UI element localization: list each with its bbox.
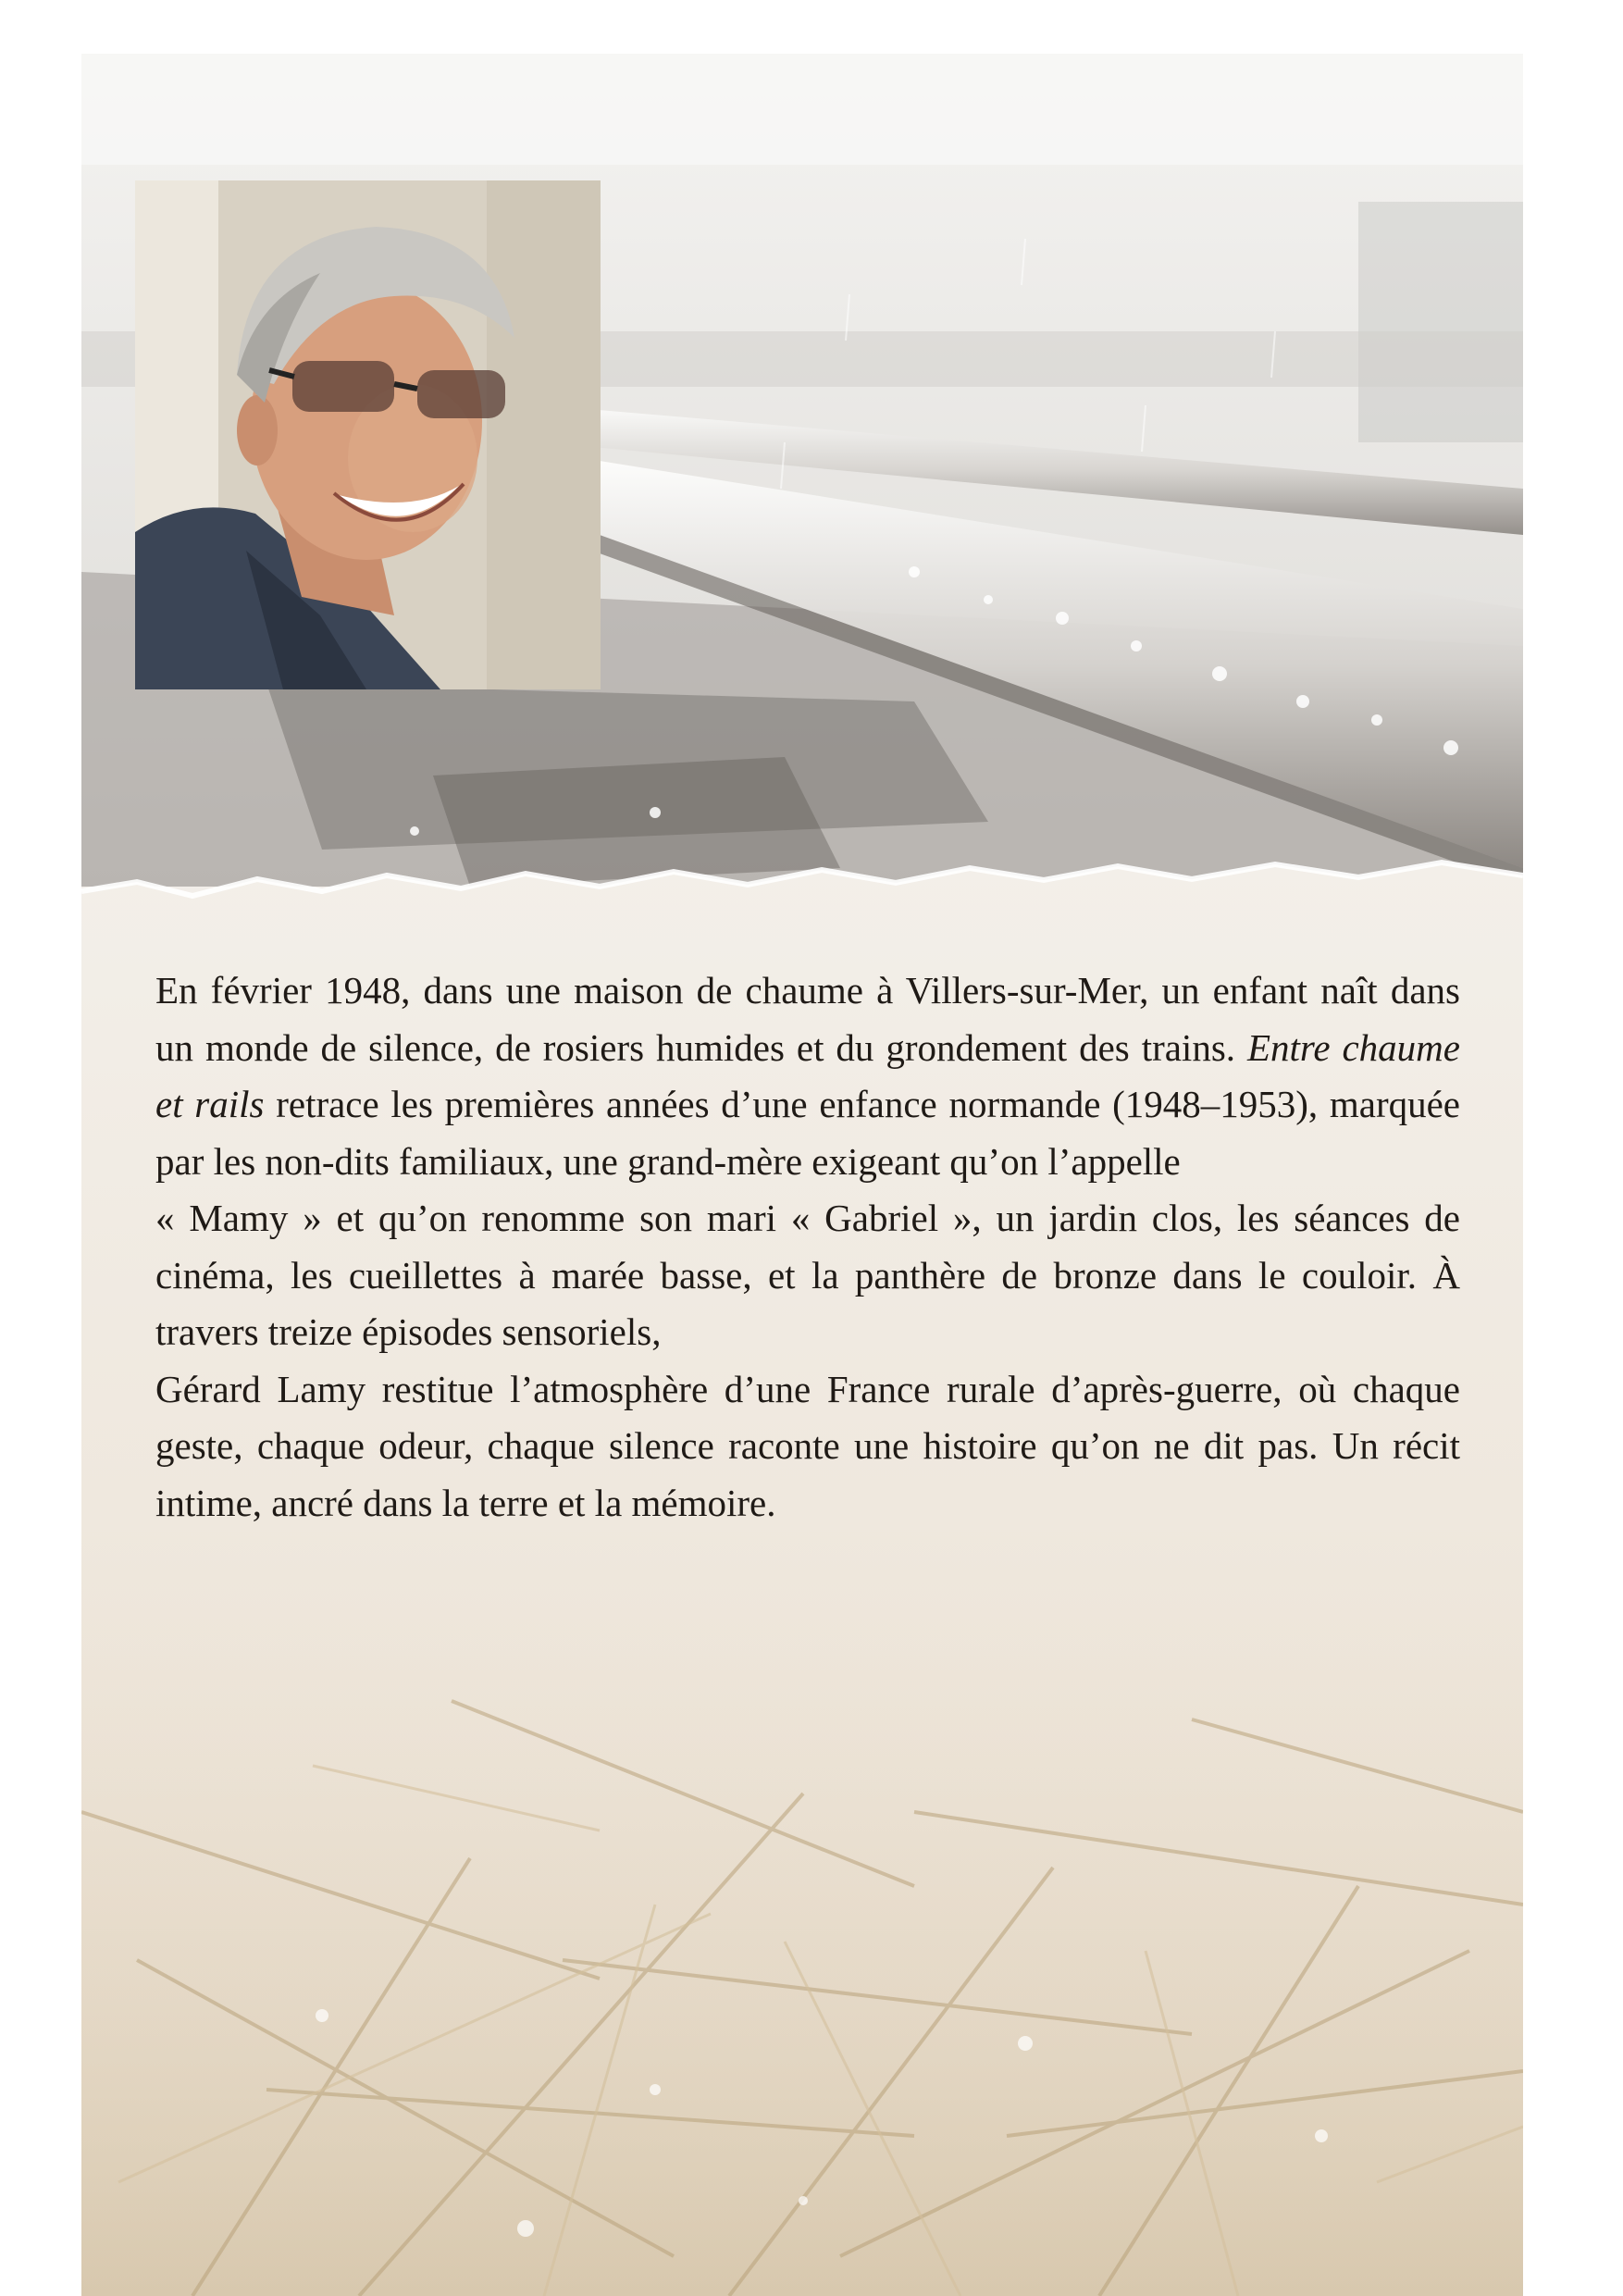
back-cover	[81, 54, 1523, 2296]
back-cover-blurb	[155, 962, 1460, 1532]
author-photo	[135, 180, 601, 689]
book-title-italic: Entre chaume et rails	[155, 1025, 1460, 1125]
blurb-part-1: En février 1948, dans une maison de chaume à Villers-sur-Mer, un enfant naît dans un monde de silence, de rosiers humides et du grondement des trains.	[155, 969, 1460, 1069]
straw-illustration	[81, 1581, 1523, 2296]
blurb-part-4: Gérard Lamy restitue l’atmosphère d’une France rurale d’après-guerre, où chaque geste, chaque odeur, chaque silence raconte une histoire qu’on ne dit pas. Un récit intime, ancré dans la terre et la mémoire.	[155, 1367, 1460, 1524]
blurb-part-2: retrace les premières années d’une enfance normande (1948–1953), marquée par les non-dits familiaux, une grand-mère exigeant qu’on l’appelle	[155, 1083, 1461, 1183]
blurb-part-3: « Mamy » et qu’on renomme son mari « Gabriel », un jardin clos, les séances de cinéma, les cueillettes à marée basse, et la panthère de bronze dans le couloir. À travers treize épisodes sensoriels,	[155, 1197, 1460, 1353]
